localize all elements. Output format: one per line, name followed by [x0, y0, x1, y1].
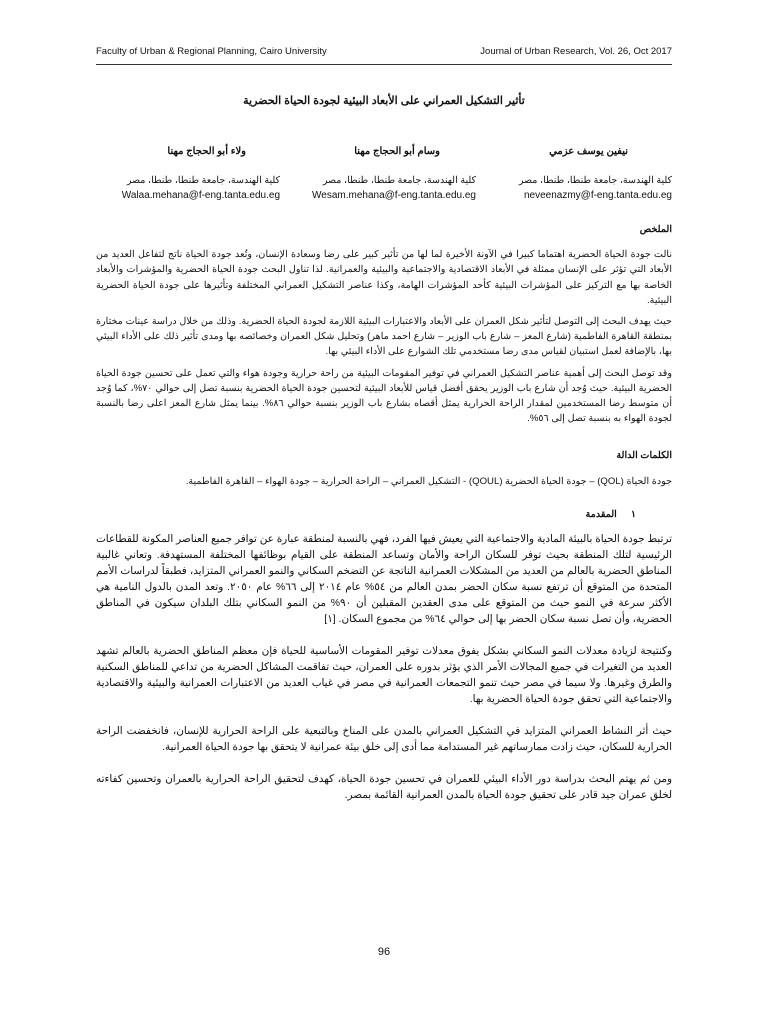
section-title: المقدمة: [585, 508, 617, 520]
intro-paragraph: حيث أثر النشاط العمراني المتزايد في التشكيل العمراني بالمدن على المناخ وبالتبعية على الراحة الحرارية للإنسان، فانخفضت الراحة الحرارية للسكان، حيث زادت ممارساتهم غير المستدامة مما أدى إلى خلق بيئة عمرانية لا يتحقق بها جودة الحياة العمرانية.: [96, 726, 672, 754]
intro-heading: [96, 507, 672, 522]
author-affiliation: كلية الهندسة، جامعة طنطا، طنطا، مصر: [322, 175, 476, 186]
author-3: [96, 146, 280, 201]
author-affiliation: كلية الهندسة، جامعة طنطا، طنطا، مصر: [126, 175, 280, 186]
header-journal: Journal of Urban Research, Vol. 26, Oct 2017: [480, 46, 672, 57]
author-email: neveenazmy@f-eng.tanta.edu.eg: [523, 190, 672, 201]
abstract-paragraph: حيث يهدف البحث إلى التوصل لتأثير شكل العمران على الأبعاد والاعتبارات البيئية اللازمة لجودة الحياة الحضرية. وذلك من خلال دراسة عينات مختارة بمنطقة القاهرة الفاطمية (شارع المعز – شارع باب الوزير – شارع احمد ماهر) وتحليل شكل العمران وخصائصه بها ومدى تأثير ذلك على الأداء البيئي بها، بالإضافة لعمل استبيان لقياس مدى رضا مستخدمي تلك الشوارع على الأداء البيئي بها.: [96, 316, 672, 358]
author-1: [482, 146, 672, 201]
author-name: وسام أبو الحجاج مهنا: [354, 146, 440, 157]
page-number: 96: [377, 946, 391, 958]
keywords-heading: الكلمات الدالة: [616, 450, 672, 462]
keywords-text: جودة الحياة (QOL) – جودة الحياة الحضرية (QOUL) - التشكيل العمراني – الراحة الحرارية – جودة الهواء – القاهرة الفاطمية.: [185, 475, 672, 487]
section-number: ١: [630, 508, 636, 520]
abstract-paragraph: نالت جودة الحياة الحضرية اهتماما كبيرا في الآونة الأخيرة لما لها من تأثير كبير على رضا وسعادة الإنسان، وتُعد جودة الحياة ناتج لتفاعل العديد من الأبعاد التي تؤثر على الإنسان ممثلة في الأبعاد الاقتصادية والاجتماعية والبيئية والعمرانية. لذا تناول البحث جودة الحياة الحضرية والمؤشرات والأبعاد الخاصة بها مع التركيز على المؤشرات البيئية كأحد المؤشرات الهامة، وكذا عناصر التشكيل العمراني المختلفة وتأثيرها على جودة الحياة الحضرية البيئية.: [96, 249, 672, 306]
intro-paragraph: ومن ثم يهتم البحث بدراسة دور الأداء البيئي للعمران في تحسين جودة الحياة، كهدف لتحقيق الراحة الحرارية بالعمران وتحسين كفاءته لخلق عمران جيد قادر على تحقيق جودة الحياة بالمدن العمرانية القائمة بمصر.: [96, 774, 672, 802]
author-email: Walaa.mehana@f-eng.tanta.edu.eg: [121, 190, 280, 201]
paper-title: تأثير التشكيل العمراني على الأبعاد البيئية لجودة الحياة الحضرية: [243, 95, 525, 107]
author-affiliation: كلية الهندسة، جامعة طنطا، طنطا، مصر: [518, 175, 672, 186]
intro-paragraph: ترتبط جودة الحياة بالبيئة المادية والاجتماعية التي يعيش فيها الفرد، فهي بالنسبة لمنطقة عبارة عن توافر جميع العناصر المكونة للقطاعات الرئيسية لتلك المنطقة بحيث توفر للسكان الراحة والأمان وتساعد المنطقة على القيام بوظائفها المختلفة المستهدفة. وتعاني غالبية المناطق الحضرية بالعالم من العديد من المشكلات العمرانية الناتجة عن التضخم السكاني والنمو العمراني المتزايد، فطبقاً لدراسات الأمم المتحدة من المتوقع أن ترتفع نسبة سكان الحضر بمدن العالم من ٥٤% عام ٢٠١٤ إلى ٦٦% عام ٢٠٥٠. وتعد المدن بالدول النامية هي الأكثر سرعة في النمو حيث من المتوقع على مدى العقدين المقبلين أن ٩٠% من النمو السكاني بتلك البلدان سيكون في المناطق الحضرية، وأن تصل نسبة سكان الحضر بها إلى حوالي ٦٤% من مجموع السكان. [١]: [96, 534, 673, 626]
header-divider: [96, 64, 672, 65]
author-name: ولاء أبو الحجاج مهنا: [167, 146, 246, 157]
author-2: [286, 146, 476, 201]
running-header: [96, 46, 672, 62]
abstract-heading: الملخص: [639, 224, 672, 235]
header-faculty: Faculty of Urban & Regional Planning, Cairo University: [96, 46, 327, 57]
intro-paragraph: وكنتيجة لزيادة معدلات النمو السكاني بشكل يفوق معدلات توفير المقومات الأساسية للحياة فإن معظم المناطق الحضرية بالعالم تشهد العديد من التغيرات في جميع المجالات الأمر الذي يؤثر بدوره على العمران، حيث تفاقمت المشاكل الحضرية من تداعي للمناطق السكنية والطرق وغيرها. ولا سيما في مصر حيث تنمو التجمعات العمرانية في مصر في غياب العديد من الاعتبارات العمرانية والبيئية والاقتصادية والاجتماعية التي تحقق جودة الحياة الحضرية بها.: [96, 646, 672, 706]
author-email: Wesam.mehana@f-eng.tanta.edu.eg: [312, 190, 476, 201]
abstract-paragraph: وقد توصل البحث إلى أهمية عناصر التشكيل العمراني في توفير المقومات البيئية من راحة حرارية وجودة هواء والتي تعمل على تحسين جودة الحياة الحضرية البيئية. حيث وُجد أن شارع باب الوزير يحقق أفضل قياس للأبعاد البيئية لتحسين جودة الحياة الحضرية بنسبة تصل إلى حوالي ٧٠%، كما وُجد أن متوسط رضا المستخدمين لمقدار الراحة الحرارية يمثل أقصاه بشارع باب الوزير بنسبة حوالي ٨٦%. بينما يمثل شارع المعز اعلى رضا بالنسبة لجودة الهواء به بنسبة تصل إلى ٥٦%.: [96, 367, 672, 425]
paper-body: [96, 222, 672, 820]
author-name: نيفين يوسف عزمي: [549, 146, 628, 157]
